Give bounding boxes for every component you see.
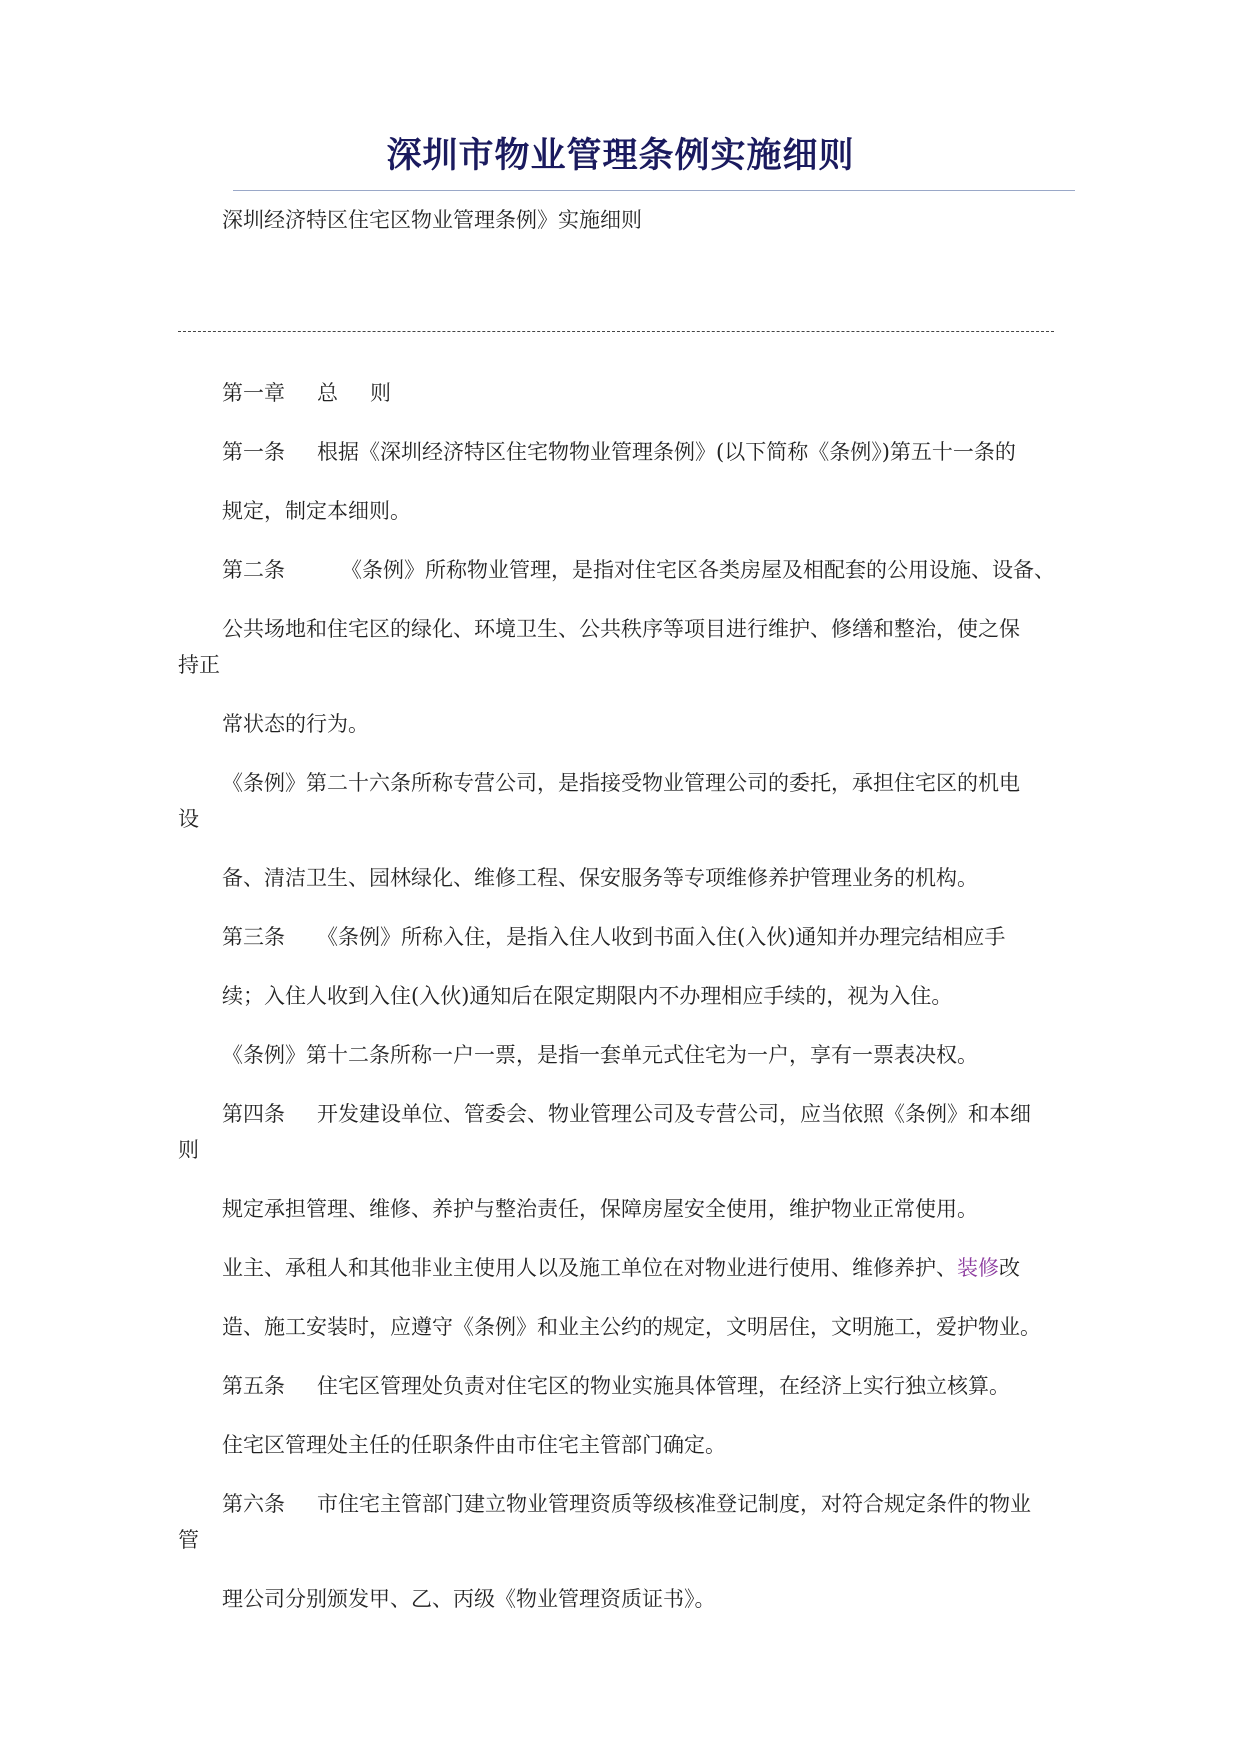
- article-2-wrap-1: 持正: [178, 653, 220, 677]
- article-6-text: 市住宅主管部门建立物业管理资质等级核准登记制度，对符合规定条件的物业: [317, 1492, 1031, 1516]
- article-4-paragraph-2: [222, 1256, 1020, 1280]
- article-5-text: 住宅区管理处负责对住宅区的物业实施具体管理，在经济上实行独立核算。: [317, 1374, 1010, 1398]
- dashed-separator: [178, 331, 1054, 332]
- article-2-continuation-1: 公共场地和住宅区的绿化、环境卫生、公共秩序等项目进行维护、修缮和整治，使之保: [222, 617, 1020, 641]
- renovation-link[interactable]: 装修: [957, 1256, 999, 1280]
- article-5-paragraph-2: 住宅区管理处主任的任职条件由市住宅主管部门确定。: [222, 1433, 726, 1457]
- article-4-p2-text-a: 业主、承租人和其他非业主使用人以及施工单位在对物业进行使用、维修养护、: [222, 1256, 957, 1280]
- article-3-label: 第三条: [222, 925, 285, 949]
- article-4-text: 开发建设单位、管委会、物业管理公司及专营公司，应当依照《条例》和本细: [317, 1102, 1031, 1126]
- chapter-heading: [222, 381, 391, 405]
- article-3-continuation: 续；入住人收到入住(入伙)通知后在限定期限内不办理相应手续的，视为入住。: [222, 984, 953, 1008]
- article-2-text: 《条例》所称物业管理，是指对住宅区各类房屋及相配套的公用设施、设备、: [341, 558, 1055, 582]
- article-2: [222, 558, 1055, 582]
- article-6: [222, 1492, 1031, 1516]
- article-6-continuation: 理公司分别颁发甲、乙、丙级《物业管理资质证书》。: [222, 1587, 716, 1611]
- article-6-wrap: 管: [178, 1528, 199, 1552]
- article-1: [222, 440, 1016, 464]
- article-3-paragraph-2: 《条例》第十二条所称一户一票，是指一套单元式住宅为一户，享有一票表决权。: [222, 1043, 978, 1067]
- article-3: [222, 925, 1005, 949]
- chapter-word-2: 则: [370, 381, 391, 405]
- document-title: 深圳市物业管理条例实施细则: [386, 135, 855, 176]
- chapter-word-1: 总: [317, 381, 338, 405]
- article-1-label: 第一条: [222, 440, 285, 464]
- article-4-continuation: 规定承担管理、维修、养护与整治责任，保障房屋安全使用，维护物业正常使用。: [222, 1197, 978, 1221]
- article-4: [222, 1102, 1031, 1126]
- article-4-label: 第四条: [222, 1102, 285, 1126]
- article-5: [222, 1374, 1010, 1398]
- document-subtitle: 深圳经济特区住宅区物业管理条例》实施细则: [222, 208, 642, 232]
- title-divider: [233, 190, 1075, 191]
- article-2-paragraph-2-continuation: 备、清洁卫生、园林绿化、维修工程、保安服务等专项维修养护管理业务的机构。: [222, 866, 978, 890]
- chapter-label: 第一章: [222, 381, 285, 405]
- article-1-continuation: 规定，制定本细则。: [222, 499, 411, 523]
- article-5-label: 第五条: [222, 1374, 285, 1398]
- article-2-paragraph-2: 《条例》第二十六条所称专营公司，是指接受物业管理公司的委托，承担住宅区的机电: [222, 771, 1020, 795]
- article-2-wrap-2: 设: [178, 807, 199, 831]
- article-6-label: 第六条: [222, 1492, 285, 1516]
- article-4-paragraph-2-continuation: 造、施工安装时，应遵守《条例》和业主公约的规定，文明居住，文明施工，爱护物业。: [222, 1315, 1041, 1339]
- article-2-label: 第二条: [222, 558, 285, 582]
- article-2-continuation-2: 常状态的行为。: [222, 712, 369, 736]
- article-3-text: 《条例》所称入住，是指入住人收到书面入住(入伙)通知并办理完结相应手: [317, 925, 1006, 949]
- article-1-text: 根据《深圳经济特区住宅物物业管理条例》(以下简称《条例》)第五十一条的: [317, 440, 1016, 464]
- article-4-p2-text-b: 改: [999, 1256, 1020, 1280]
- article-4-wrap: 则: [178, 1138, 199, 1162]
